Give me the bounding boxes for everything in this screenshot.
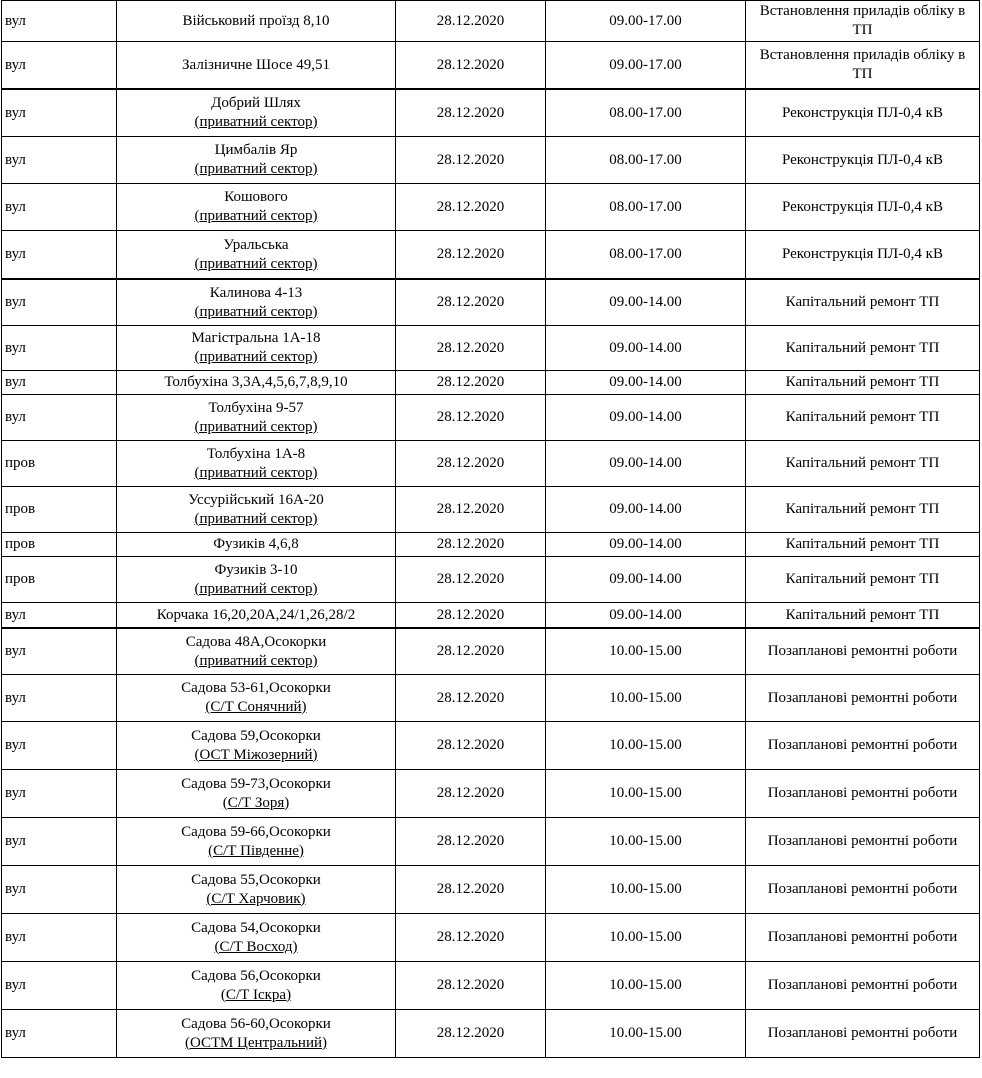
table-row xyxy=(2,770,980,818)
street-type-cell: вул xyxy=(2,184,117,231)
address-note: (приватний сектор) xyxy=(194,161,318,177)
work-type-cell: Позапланові ремонтні роботи xyxy=(746,914,980,962)
table-row xyxy=(2,628,980,675)
work-type-cell: Позапланові ремонтні роботи xyxy=(746,1010,980,1058)
address-cell xyxy=(117,184,396,231)
date-cell: 28.12.2020 xyxy=(396,441,546,487)
address-cell xyxy=(117,914,396,962)
street-type-cell: вул xyxy=(2,231,117,280)
time-range-cell: 09.00-14.00 xyxy=(546,326,746,371)
work-type-cell: Встановлення приладів обліку в ТП xyxy=(746,42,980,90)
address-cell xyxy=(117,603,396,629)
address-text: Садова 56,Осокорки xyxy=(191,967,321,984)
address-note: (С/Т Сонячний) xyxy=(205,699,307,715)
date-cell: 28.12.2020 xyxy=(396,722,546,770)
address-cell xyxy=(117,89,396,137)
work-type-cell: Капітальний ремонт ТП xyxy=(746,279,980,326)
table-row xyxy=(2,962,980,1010)
address-cell xyxy=(117,279,396,326)
address-text: Залізничне Шосе 49,51 xyxy=(182,56,330,73)
work-type-cell: Капітальний ремонт ТП xyxy=(746,395,980,441)
outage-schedule-table xyxy=(1,0,980,1058)
time-range-cell: 10.00-15.00 xyxy=(546,962,746,1010)
date-cell: 28.12.2020 xyxy=(396,395,546,441)
time-range-cell: 09.00-14.00 xyxy=(546,603,746,629)
time-range-cell: 10.00-15.00 xyxy=(546,628,746,675)
time-range-cell: 10.00-15.00 xyxy=(546,914,746,962)
address-text: Садова 59-73,Осокорки xyxy=(181,775,331,792)
street-type-cell: пров xyxy=(2,441,117,487)
table-row xyxy=(2,533,980,557)
street-type-cell: вул xyxy=(2,279,117,326)
time-range-cell: 08.00-17.00 xyxy=(546,231,746,280)
date-cell: 28.12.2020 xyxy=(396,1010,546,1058)
street-type-cell: вул xyxy=(2,628,117,675)
address-text: Садова 48А,Осокорки xyxy=(185,633,327,650)
address-text: Фузиків 4,6,8 xyxy=(213,536,299,552)
address-text: Корчака 16,20,20А,24/1,26,28/2 xyxy=(156,606,356,623)
street-type-cell: вул xyxy=(2,42,117,90)
address-note: (приватний сектор) xyxy=(194,510,318,527)
street-type-cell: вул xyxy=(2,914,117,962)
address-cell xyxy=(117,371,396,395)
address-cell xyxy=(117,557,396,603)
table-row xyxy=(2,231,980,280)
work-type-cell: Капітальний ремонт ТП xyxy=(746,441,980,487)
work-type-cell: Позапланові ремонтні роботи xyxy=(746,770,980,818)
table-row xyxy=(2,395,980,441)
time-range-cell: 10.00-15.00 xyxy=(546,1010,746,1058)
table-row xyxy=(2,42,980,90)
table-row xyxy=(2,371,980,395)
work-type-cell: Капітальний ремонт ТП xyxy=(746,557,980,603)
work-type-cell: Позапланові ремонтні роботи xyxy=(746,722,980,770)
address-text: Магістральна 1А-18 xyxy=(191,330,321,346)
street-type-cell: вул xyxy=(2,722,117,770)
table-row xyxy=(2,487,980,533)
time-range-cell: 09.00-17.00 xyxy=(546,42,746,90)
work-type-cell: Реконструкція ПЛ-0,4 кВ xyxy=(746,137,980,184)
address-text: Добрий Шлях xyxy=(211,95,301,111)
work-type-cell: Позапланові ремонтні роботи xyxy=(746,962,980,1010)
time-range-cell: 09.00-14.00 xyxy=(546,371,746,395)
date-cell: 28.12.2020 xyxy=(396,184,546,231)
date-cell: 28.12.2020 xyxy=(396,914,546,962)
work-type-cell: Капітальний ремонт ТП xyxy=(746,371,980,395)
address-cell xyxy=(117,42,396,90)
address-cell xyxy=(117,722,396,770)
time-range-cell: 09.00-17.00 xyxy=(546,1,746,42)
table-row xyxy=(2,603,980,629)
date-cell: 28.12.2020 xyxy=(396,628,546,675)
address-cell xyxy=(117,1,396,42)
address-text: Садова 59-66,Осокорки xyxy=(181,823,331,840)
address-text: Фузиків 3-10 xyxy=(214,561,298,578)
address-text: Садова 56-60,Осокорки xyxy=(181,1015,331,1032)
time-range-cell: 10.00-15.00 xyxy=(546,818,746,866)
street-type-cell: вул xyxy=(2,603,117,629)
address-text: Толбухіна 1А-8 xyxy=(206,445,306,462)
date-cell: 28.12.2020 xyxy=(396,487,546,533)
date-cell: 28.12.2020 xyxy=(396,962,546,1010)
address-cell xyxy=(117,326,396,371)
time-range-cell: 10.00-15.00 xyxy=(546,770,746,818)
address-text: Садова 53-61,Осокорки xyxy=(181,680,331,696)
street-type-cell: вул xyxy=(2,770,117,818)
address-note: (приватний сектор) xyxy=(194,255,318,272)
date-cell: 28.12.2020 xyxy=(396,603,546,629)
date-cell: 28.12.2020 xyxy=(396,279,546,326)
street-type-cell: вул xyxy=(2,326,117,371)
address-text: Уральська xyxy=(223,236,289,253)
address-note: (приватний сектор) xyxy=(194,208,318,224)
address-note: (С/Т Іскра) xyxy=(220,986,292,1003)
date-cell: 28.12.2020 xyxy=(396,557,546,603)
address-text: Військовий проїзд 8,10 xyxy=(182,12,330,29)
work-type-cell: Капітальний ремонт ТП xyxy=(746,487,980,533)
address-note: (С/Т Харчовик) xyxy=(206,890,306,907)
street-type-cell: вул xyxy=(2,371,117,395)
work-type-cell: Капітальний ремонт ТП xyxy=(746,533,980,557)
address-cell xyxy=(117,231,396,280)
date-cell: 28.12.2020 xyxy=(396,533,546,557)
time-range-cell: 09.00-14.00 xyxy=(546,279,746,326)
address-text: Толбухіна 9-57 xyxy=(208,399,304,416)
address-cell xyxy=(117,487,396,533)
address-note: (приватний сектор) xyxy=(194,652,318,669)
address-text: Садова 59,Осокорки xyxy=(191,727,321,744)
work-type-cell: Позапланові ремонтні роботи xyxy=(746,628,980,675)
address-cell xyxy=(117,533,396,557)
date-cell: 28.12.2020 xyxy=(396,371,546,395)
address-text: Цимбалів Яр xyxy=(214,142,298,158)
table-row xyxy=(2,557,980,603)
address-note: (ОСТМ Центральний) xyxy=(184,1034,328,1051)
table-row xyxy=(2,441,980,487)
address-note: (приватний сектор) xyxy=(194,580,318,597)
address-text: Калинова 4-13 xyxy=(209,284,303,301)
work-type-cell: Позапланові ремонтні роботи xyxy=(746,675,980,722)
address-cell xyxy=(117,395,396,441)
address-cell xyxy=(117,770,396,818)
time-range-cell: 09.00-14.00 xyxy=(546,533,746,557)
address-text: Толбухіна 3,3А,4,5,6,7,8,9,10 xyxy=(164,374,348,390)
address-cell xyxy=(117,962,396,1010)
address-note: (приватний сектор) xyxy=(194,418,318,435)
date-cell: 28.12.2020 xyxy=(396,818,546,866)
address-note: (С/Т Південне) xyxy=(208,842,304,859)
time-range-cell: 09.00-14.00 xyxy=(546,557,746,603)
table-row xyxy=(2,818,980,866)
time-range-cell: 10.00-15.00 xyxy=(546,866,746,914)
table-row xyxy=(2,184,980,231)
address-note: (приватний сектор) xyxy=(194,349,318,365)
work-type-cell: Реконструкція ПЛ-0,4 кВ xyxy=(746,231,980,280)
street-type-cell: вул xyxy=(2,962,117,1010)
address-note: (приватний сектор) xyxy=(194,464,318,481)
time-range-cell: 08.00-17.00 xyxy=(546,184,746,231)
date-cell: 28.12.2020 xyxy=(396,137,546,184)
street-type-cell: вул xyxy=(2,675,117,722)
work-type-cell: Капітальний ремонт ТП xyxy=(746,326,980,371)
address-text: Уссурійський 16А-20 xyxy=(188,491,324,508)
table-row xyxy=(2,326,980,371)
address-cell xyxy=(117,1010,396,1058)
table-row xyxy=(2,137,980,184)
table-row xyxy=(2,675,980,722)
address-text: Садова 54,Осокорки xyxy=(191,919,321,936)
table-row xyxy=(2,866,980,914)
date-cell: 28.12.2020 xyxy=(396,866,546,914)
address-cell xyxy=(117,866,396,914)
street-type-cell: пров xyxy=(2,533,117,557)
time-range-cell: 08.00-17.00 xyxy=(546,89,746,137)
time-range-cell: 09.00-14.00 xyxy=(546,395,746,441)
address-cell xyxy=(117,441,396,487)
table-row xyxy=(2,1010,980,1058)
work-type-cell: Позапланові ремонтні роботи xyxy=(746,818,980,866)
address-text: Садова 55,Осокорки xyxy=(191,871,321,888)
table-row xyxy=(2,722,980,770)
address-cell xyxy=(117,628,396,675)
address-note: (ОСТ Міжозерний) xyxy=(194,746,318,763)
table-row xyxy=(2,89,980,137)
date-cell: 28.12.2020 xyxy=(396,326,546,371)
date-cell: 28.12.2020 xyxy=(396,231,546,280)
work-type-cell: Реконструкція ПЛ-0,4 кВ xyxy=(746,89,980,137)
street-type-cell: вул xyxy=(2,395,117,441)
work-type-cell: Капітальний ремонт ТП xyxy=(746,603,980,629)
table-row xyxy=(2,914,980,962)
street-type-cell: вул xyxy=(2,1010,117,1058)
time-range-cell: 10.00-15.00 xyxy=(546,675,746,722)
street-type-cell: пров xyxy=(2,487,117,533)
date-cell: 28.12.2020 xyxy=(396,770,546,818)
work-type-cell: Реконструкція ПЛ-0,4 кВ xyxy=(746,184,980,231)
address-cell xyxy=(117,137,396,184)
address-cell xyxy=(117,818,396,866)
date-cell: 28.12.2020 xyxy=(396,89,546,137)
time-range-cell: 09.00-14.00 xyxy=(546,441,746,487)
street-type-cell: пров xyxy=(2,557,117,603)
table-row xyxy=(2,279,980,326)
date-cell: 28.12.2020 xyxy=(396,42,546,90)
street-type-cell: вул xyxy=(2,866,117,914)
time-range-cell: 08.00-17.00 xyxy=(546,137,746,184)
work-type-cell: Встановлення приладів обліку в ТП xyxy=(746,1,980,42)
street-type-cell: вул xyxy=(2,1,117,42)
date-cell: 28.12.2020 xyxy=(396,675,546,722)
address-note: (приватний сектор) xyxy=(194,114,318,130)
address-note: (С/Т Зоря) xyxy=(222,794,290,811)
street-type-cell: вул xyxy=(2,137,117,184)
work-type-cell: Позапланові ремонтні роботи xyxy=(746,866,980,914)
address-note: (С/Т Восход) xyxy=(214,938,298,955)
table-row xyxy=(2,1,980,42)
street-type-cell: вул xyxy=(2,818,117,866)
address-cell xyxy=(117,675,396,722)
address-note: (приватний сектор) xyxy=(194,303,318,320)
time-range-cell: 10.00-15.00 xyxy=(546,722,746,770)
date-cell: 28.12.2020 xyxy=(396,1,546,42)
time-range-cell: 09.00-14.00 xyxy=(546,487,746,533)
street-type-cell: вул xyxy=(2,89,117,137)
table-body xyxy=(2,1,980,1058)
address-text: Кошового xyxy=(224,189,288,205)
